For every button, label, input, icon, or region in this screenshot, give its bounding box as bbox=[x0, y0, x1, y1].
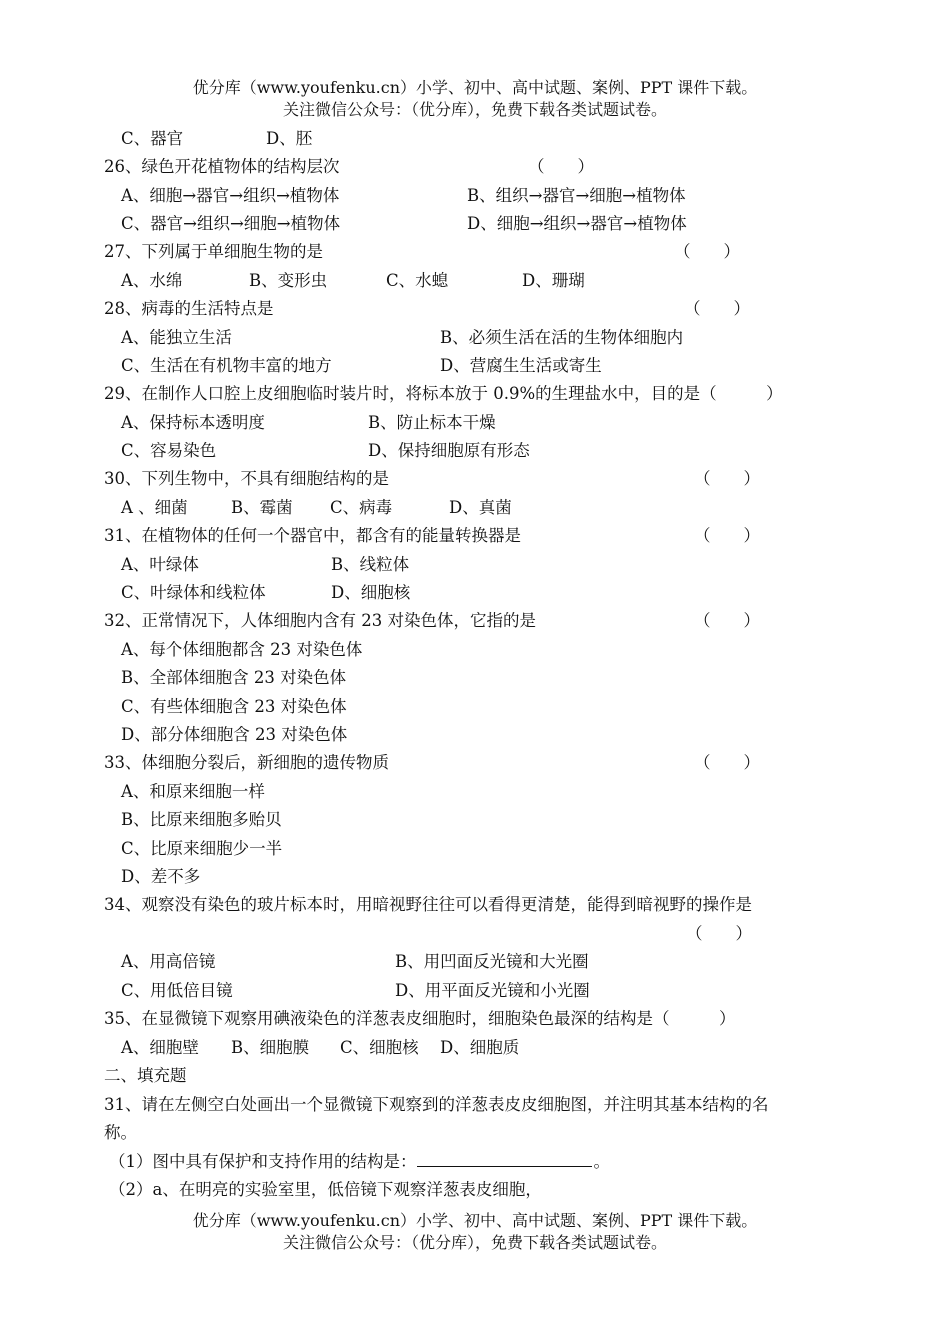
q28-option-a: A、能独立生活 bbox=[121, 328, 232, 347]
header-line-1: 优分库（www.youfenku.cn）小学、初中、高中试题、案例、PPT 课件下载。 bbox=[192, 78, 758, 97]
q31-option-c: C、叶绿体和线粒体 bbox=[121, 583, 266, 602]
q35-stem: 35、在显微镜下观察用碘液染色的洋葱表皮细胞时，细胞染色最深的结构是（ ） bbox=[104, 1009, 736, 1028]
q34-option-b: B、用凹面反光镜和大光圈 bbox=[395, 952, 589, 971]
q29-option-c: C、容易染色 bbox=[121, 441, 217, 460]
answer-blank bbox=[417, 1150, 592, 1167]
q25-option-c: C、器官 bbox=[121, 129, 184, 148]
fill-q31-sub1-end: 。 bbox=[593, 1152, 610, 1171]
q31-answer-paren: （ ） bbox=[694, 526, 760, 545]
q26-option-b: B、组织→器官→细胞→植物体 bbox=[467, 186, 686, 205]
q27-option-a: A、水绵 bbox=[121, 271, 183, 290]
q34-stem: 34、观察没有染色的玻片标本时，用暗视野往往可以看得更清楚，能得到暗视野的操作是 bbox=[104, 895, 752, 914]
q30-option-a: A 、细菌 bbox=[121, 498, 188, 517]
section-title-fill-in: 二、填充题 bbox=[104, 1066, 187, 1085]
q26-option-d: D、细胞→组织→器官→植物体 bbox=[467, 214, 687, 233]
q33-option-d: D、差不多 bbox=[121, 867, 201, 886]
q27-option-b: B、变形虫 bbox=[249, 271, 328, 290]
q33-option-c: C、比原来细胞少一半 bbox=[121, 839, 283, 858]
q33-option-a: A、和原来细胞一样 bbox=[121, 782, 265, 801]
q31-option-d: D、细胞核 bbox=[331, 583, 411, 602]
q31-option-a: A、叶绿体 bbox=[121, 555, 199, 574]
q27-option-d: D、珊瑚 bbox=[522, 271, 585, 290]
footer-line-1: 优分库（www.youfenku.cn）小学、初中、高中试题、案例、PPT 课件下载。 bbox=[192, 1211, 758, 1230]
fill-q31-line-2: 称。 bbox=[104, 1123, 137, 1142]
fill-q31-sub2: （2）a、在明亮的实验室里，低倍镜下观察洋葱表皮细胞， bbox=[109, 1180, 542, 1199]
q27-stem: 27、下列属于单细胞生物的是 bbox=[104, 242, 323, 261]
q34-option-a: A、用高倍镜 bbox=[121, 952, 216, 971]
q30-stem: 30、下列生物中，不具有细胞结构的是 bbox=[104, 469, 389, 488]
q28-stem: 28、病毒的生活特点是 bbox=[104, 299, 274, 318]
q27-answer-paren: （ ） bbox=[674, 242, 740, 261]
q33-stem: 33、体细胞分裂后，新细胞的遗传物质 bbox=[104, 753, 389, 772]
q29-option-d: D、保持细胞原有形态 bbox=[368, 441, 530, 460]
q28-option-c: C、生活在有机物丰富的地方 bbox=[121, 356, 332, 375]
q26-answer-paren: （ ） bbox=[528, 157, 594, 176]
q30-answer-paren: （ ） bbox=[694, 469, 760, 488]
q34-answer-paren: （ ） bbox=[686, 924, 752, 943]
q32-option-d: D、部分体细胞含 23 对染色体 bbox=[121, 725, 348, 744]
q32-stem: 32、正常情况下，人体细胞内含有 23 对染色体，它指的是 bbox=[104, 611, 536, 630]
q26-option-c: C、器官→组织→细胞→植物体 bbox=[121, 214, 341, 233]
fill-q31-sub1-text: （1）图中具有保护和支持作用的结构是： bbox=[109, 1152, 417, 1171]
q26-option-a: A、细胞→器官→组织→植物体 bbox=[121, 186, 340, 205]
q31-stem: 31、在植物体的任何一个器官中，都含有的能量转换器是 bbox=[104, 526, 521, 545]
q26-stem: 26、绿色开花植物体的结构层次 bbox=[104, 157, 340, 176]
q30-option-b: B、霉菌 bbox=[231, 498, 293, 517]
q34-option-d: D、用平面反光镜和小光圈 bbox=[395, 981, 590, 1000]
q29-option-a: A、保持标本透明度 bbox=[121, 413, 265, 432]
q35-option-d: D、细胞质 bbox=[440, 1038, 520, 1057]
fill-q31-sub1 bbox=[109, 1150, 610, 1174]
q29-option-b: B、防止标本干燥 bbox=[368, 413, 496, 432]
q28-answer-paren: （ ） bbox=[684, 299, 750, 318]
q33-answer-paren: （ ） bbox=[694, 753, 760, 772]
q31-option-b: B、线粒体 bbox=[331, 555, 410, 574]
q32-option-c: C、有些体细胞含 23 对染色体 bbox=[121, 697, 347, 716]
q35-option-a: A、细胞壁 bbox=[121, 1038, 199, 1057]
q25-option-d: D、胚 bbox=[266, 129, 313, 148]
q28-option-d: D、营腐生生活或寄生 bbox=[440, 356, 602, 375]
q35-option-b: B、细胞膜 bbox=[231, 1038, 310, 1057]
q28-option-b: B、必须生活在活的生物体细胞内 bbox=[440, 328, 684, 347]
q32-option-b: B、全部体细胞含 23 对染色体 bbox=[121, 668, 347, 687]
header-line-2: 关注微信公众号：（优分库），免费下载各类试题试卷。 bbox=[282, 100, 667, 119]
q30-option-c: C、病毒 bbox=[330, 498, 393, 517]
footer-line-2: 关注微信公众号：（优分库），免费下载各类试题试卷。 bbox=[282, 1233, 667, 1252]
q29-stem: 29、在制作人口腔上皮细胞临时装片时，将标本放于 0.9%的生理盐水中，目的是（ ） bbox=[104, 384, 783, 403]
q27-option-c: C、水螅 bbox=[386, 271, 449, 290]
q35-option-c: C、细胞核 bbox=[340, 1038, 419, 1057]
q32-answer-paren: （ ） bbox=[694, 611, 760, 630]
fill-q31-line-1: 31、请在左侧空白处画出一个显微镜下观察到的洋葱表皮皮细胞图，并注明其基本结构的名 bbox=[104, 1095, 769, 1114]
q33-option-b: B、比原来细胞多贻贝 bbox=[121, 810, 282, 829]
q32-option-a: A、每个体细胞都含 23 对染色体 bbox=[121, 640, 363, 659]
q30-option-d: D、真菌 bbox=[449, 498, 512, 517]
q34-option-c: C、用低倍目镜 bbox=[121, 981, 233, 1000]
